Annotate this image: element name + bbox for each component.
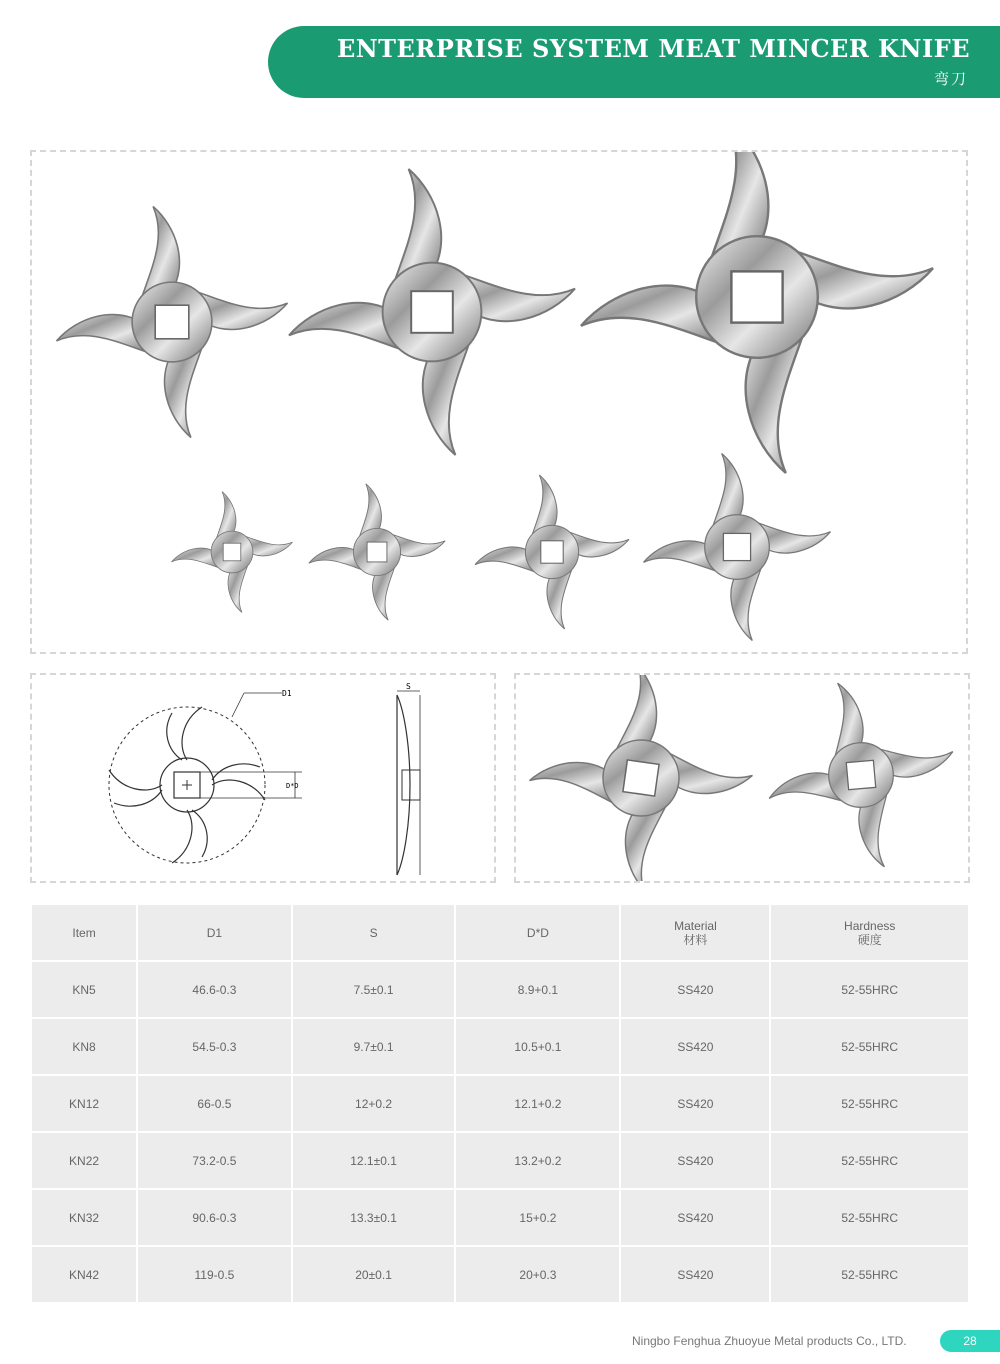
cell-s: 13.3±0.1: [293, 1190, 455, 1245]
cell-item: KN5: [32, 962, 136, 1017]
cell-d1: 46.6-0.3: [138, 962, 291, 1017]
cell-s: 9.7±0.1: [293, 1019, 455, 1074]
cell-d1: 119-0.5: [138, 1247, 291, 1302]
cell-material: SS420: [621, 1076, 769, 1131]
label-dd: D*D: [286, 782, 299, 790]
table-row: [32, 1133, 968, 1188]
knife-photo-3: [581, 152, 933, 473]
knife-photo-6: [475, 475, 629, 629]
table-row: [32, 1190, 968, 1245]
cell-item: KN12: [32, 1076, 136, 1131]
cell-material: SS420: [621, 962, 769, 1017]
knife-photo-2: [289, 169, 575, 455]
cell-dd: 10.5+0.1: [456, 1019, 619, 1074]
table-row: [32, 1019, 968, 1074]
cell-d1: 54.5-0.3: [138, 1019, 291, 1074]
knife-photo-1: [57, 207, 288, 438]
cell-hardness: 52-55HRC: [771, 1133, 968, 1188]
cell-dd: 20+0.3: [456, 1247, 619, 1302]
col-header-s: S: [293, 905, 455, 960]
cell-dd: 15+0.2: [456, 1190, 619, 1245]
cell-material: SS420: [621, 1133, 769, 1188]
footer-company: Ningbo Fenghua Zhuoyue Metal products Co., LTD.: [632, 1334, 907, 1348]
cell-material: SS420: [621, 1019, 769, 1074]
cell-hardness: 52-55HRC: [771, 1019, 968, 1074]
cell-s: 12.1±0.1: [293, 1133, 455, 1188]
cell-hardness: 52-55HRC: [771, 962, 968, 1017]
header-banner: [268, 26, 1000, 98]
knife-photo-7: [644, 454, 831, 641]
table-row: [32, 962, 968, 1017]
cell-hardness: 52-55HRC: [771, 1247, 968, 1302]
knife-photo-5: [309, 484, 445, 620]
col-header-d1: D1: [138, 905, 291, 960]
cell-material: SS420: [621, 1190, 769, 1245]
cell-material: SS420: [621, 1247, 769, 1302]
cell-item: KN32: [32, 1190, 136, 1245]
label-s: S: [406, 682, 411, 691]
cell-dd: 8.9+0.1: [456, 962, 619, 1017]
table-row: [32, 1247, 968, 1302]
page-subtitle: 弯刀: [933, 70, 968, 88]
page-number: 28: [940, 1330, 1000, 1352]
product-photo-detail: [514, 673, 970, 883]
cell-item: KN22: [32, 1133, 136, 1188]
table-row: [32, 1076, 968, 1131]
col-header-dd: D*D: [456, 905, 619, 960]
col-header-item: Item: [32, 905, 136, 960]
table-header-row: [32, 905, 968, 960]
cell-hardness: 52-55HRC: [771, 1190, 968, 1245]
cell-item: KN8: [32, 1019, 136, 1074]
cell-s: 20±0.1: [293, 1247, 455, 1302]
col-header-hardness: Hardness 硬度: [771, 905, 968, 960]
cell-hardness: 52-55HRC: [771, 1076, 968, 1131]
label-d1: D1: [282, 689, 292, 698]
cell-s: 12+0.2: [293, 1076, 455, 1131]
cell-dd: 12.1+0.2: [456, 1076, 619, 1131]
knife-detail-2: [760, 675, 963, 876]
page-title: ENTERPRISE SYSTEM MEAT MINCER KNIFE: [336, 34, 970, 63]
cell-d1: 90.6-0.3: [138, 1190, 291, 1245]
knife-detail-1: [517, 675, 765, 881]
cell-item: KN42: [32, 1247, 136, 1302]
spec-table: [30, 903, 970, 1304]
product-photo-area: [30, 150, 968, 654]
cell-s: 7.5±0.1: [293, 962, 455, 1017]
col-header-material: Material 材料: [621, 905, 769, 960]
cell-dd: 13.2+0.2: [456, 1133, 619, 1188]
technical-drawing: [30, 673, 496, 883]
cell-d1: 66-0.5: [138, 1076, 291, 1131]
knife-photo-4: [172, 492, 293, 613]
cell-d1: 73.2-0.5: [138, 1133, 291, 1188]
